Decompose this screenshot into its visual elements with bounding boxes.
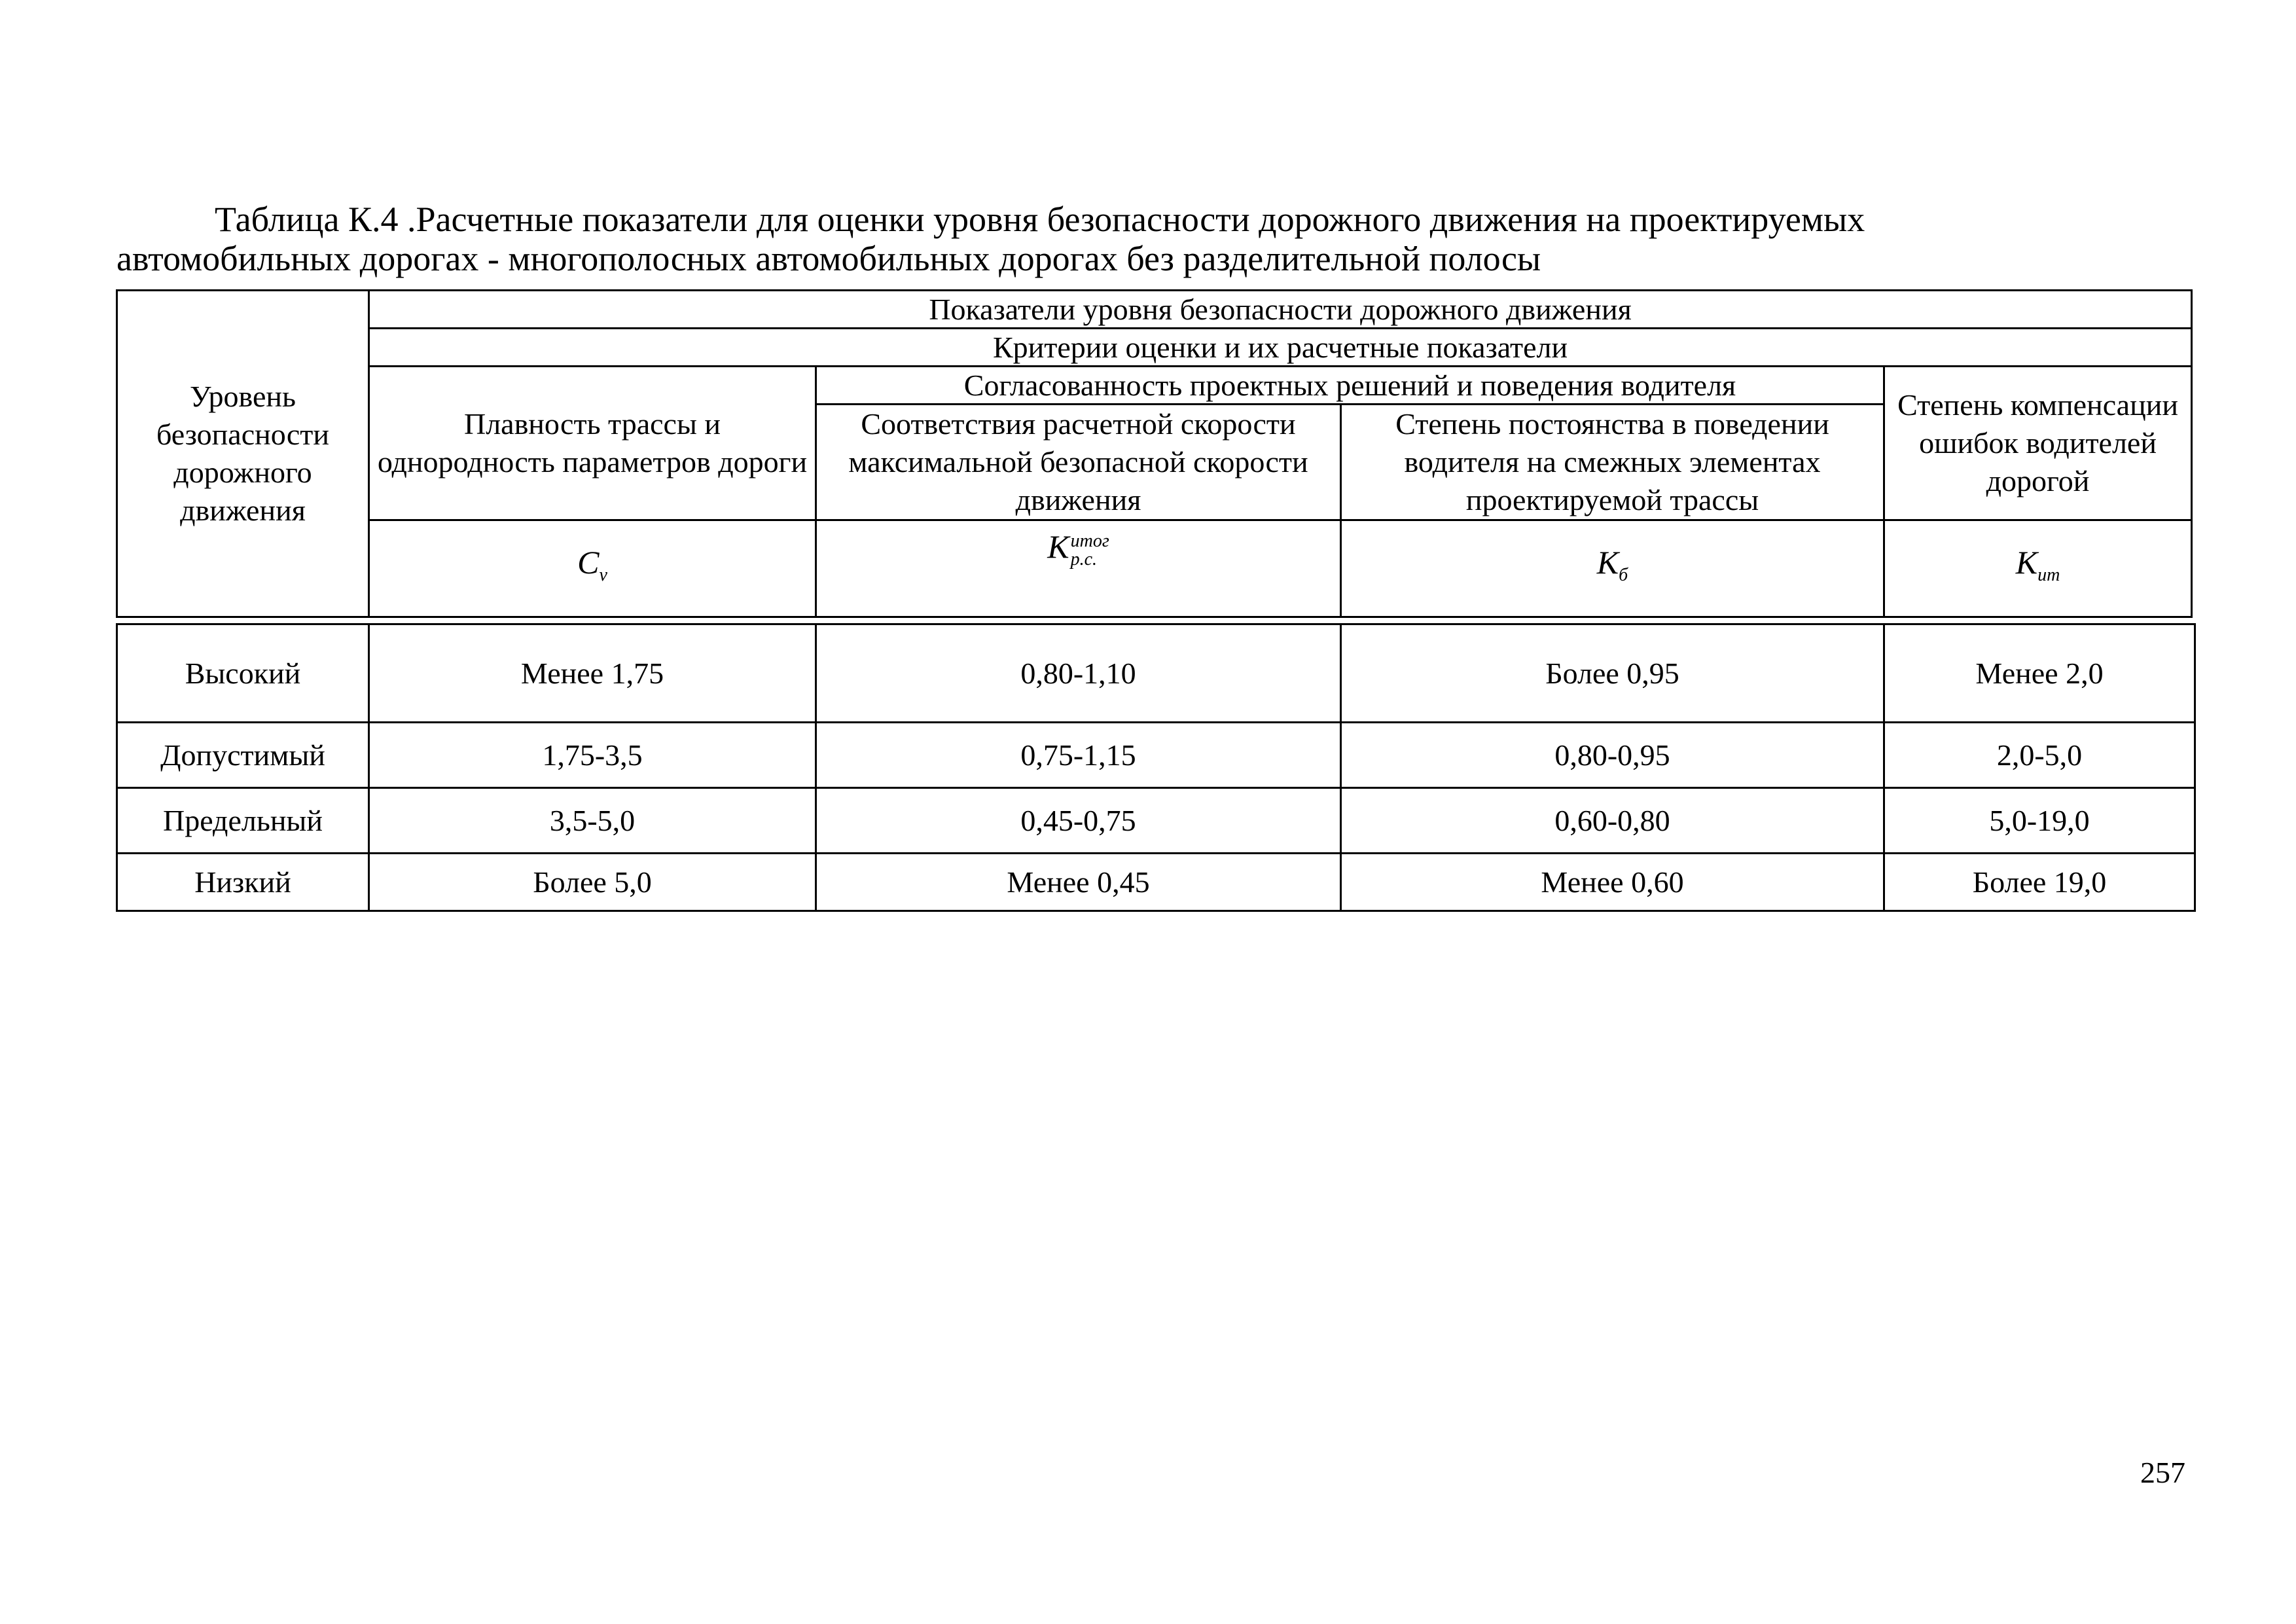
table-caption xyxy=(117,200,2198,278)
cell-krs: 0,80-1,10 xyxy=(816,624,1341,723)
header-criteria: Критерии оценки и их расчетные показатели xyxy=(369,329,2192,367)
cell-cv: 3,5-5,0 xyxy=(369,788,816,854)
cell-krs: 0,45-0,75 xyxy=(816,788,1341,854)
cell-level: Допустимый xyxy=(117,723,369,788)
symbol-cv: $C_v$ xyxy=(369,520,816,617)
cell-kb: 0,60-0,80 xyxy=(1341,788,1884,854)
symbol-kb: $K_б$ xyxy=(1341,520,1884,617)
cell-kit: 2,0-5,0 xyxy=(1884,723,2195,788)
symbol-kit: $K_{ит}$ xyxy=(1884,520,2192,617)
cell-kit: Менее 2,0 xyxy=(1884,624,2195,723)
cell-kit: 5,0-19,0 xyxy=(1884,788,2195,854)
cell-level: Низкий xyxy=(117,854,369,911)
cell-cv: Менее 1,75 xyxy=(369,624,816,723)
table-body xyxy=(116,623,2196,912)
cell-kb: Более 0,95 xyxy=(1341,624,1884,723)
symbol-krs: K итог р.с. xyxy=(816,520,1341,617)
header-consistency: Согласованность проектных решений и поведения водителя xyxy=(816,367,1884,405)
page-number: 257 xyxy=(2140,1456,2185,1489)
header-smoothness: Плавность трассы и однородность параметров дороги xyxy=(369,367,816,520)
caption-line-1: Таблица К.4 .Расчетные показатели для оценки уровня безопасности дорожного движения на проектируемых xyxy=(215,200,1865,239)
table-row xyxy=(117,723,2195,788)
cell-krs: 0,75-1,15 xyxy=(816,723,1341,788)
cell-krs: Менее 0,45 xyxy=(816,854,1341,911)
caption-line-2: автомобильных дорогах - многополосных автомобильных дорогах без разделительной полосы xyxy=(117,239,1541,278)
header-speed-match: Соответствия расчетной скорости максимальной безопасной скорости движения xyxy=(816,405,1341,520)
header-driver-constancy: Степень постоянства в поведении водителя на смежных элементах проектируемой трассы xyxy=(1341,405,1884,520)
table-header xyxy=(116,289,2193,618)
header-error-compensation: Степень компенсации ошибок водителей дорогой xyxy=(1884,367,2192,520)
header-row-label: Уровень безопасности дорожного движения xyxy=(117,291,369,617)
cell-kb: Менее 0,60 xyxy=(1341,854,1884,911)
table-row xyxy=(117,788,2195,854)
cell-level: Высокий xyxy=(117,624,369,723)
header-indicators: Показатели уровня безопасности дорожного движения xyxy=(369,291,2192,329)
table-row xyxy=(117,854,2195,911)
cell-kit: Более 19,0 xyxy=(1884,854,2195,911)
table-row xyxy=(117,624,2195,723)
cell-cv: Более 5,0 xyxy=(369,854,816,911)
cell-kb: 0,80-0,95 xyxy=(1341,723,1884,788)
cell-level: Предельный xyxy=(117,788,369,854)
cell-cv: 1,75-3,5 xyxy=(369,723,816,788)
